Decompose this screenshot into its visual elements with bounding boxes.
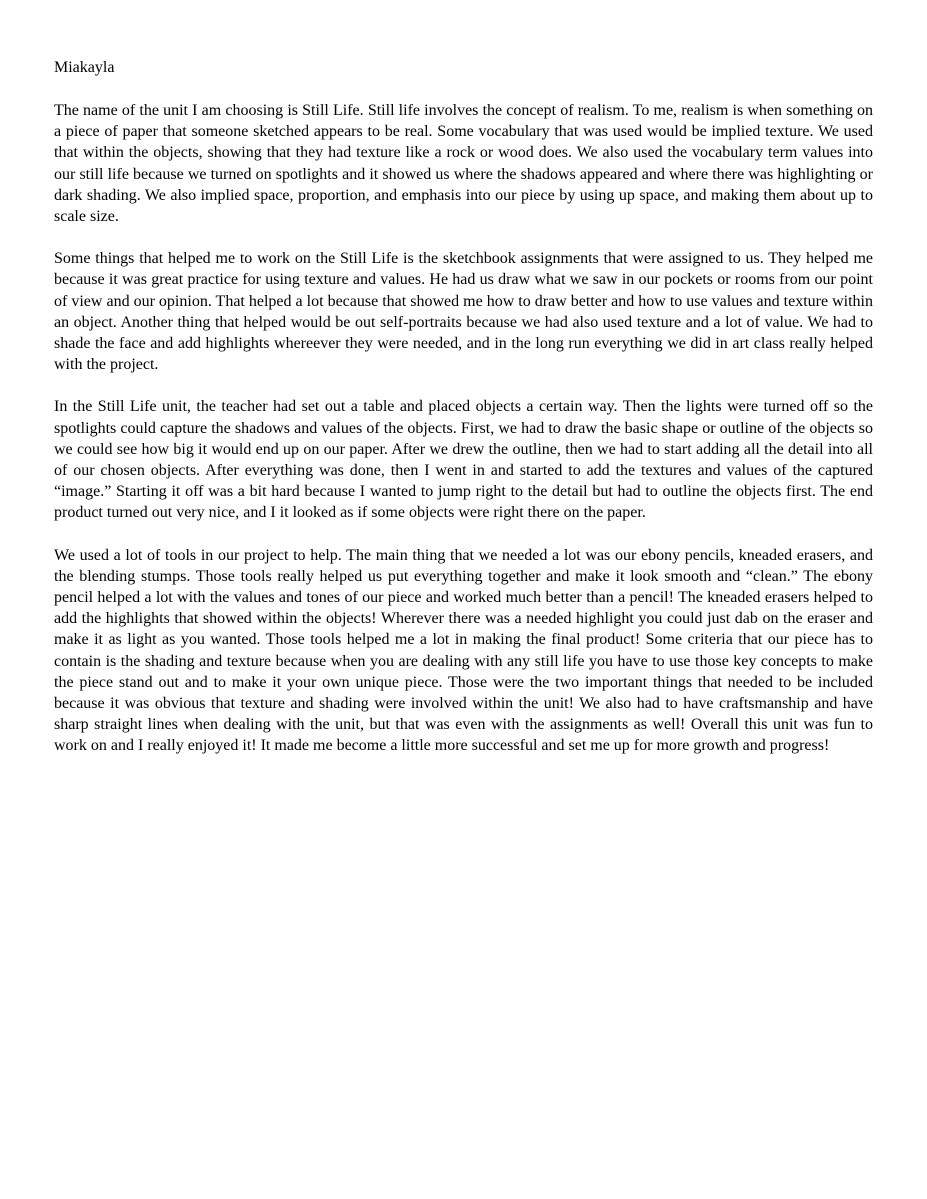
essay-body xyxy=(54,100,873,757)
essay-paragraph: In the Still Life unit, the teacher had set out a table and placed objects a certain way. Then the lights were turned off so the spotlights could capture the shadows and values of the objects. First, we had to draw the basic shape or outline of the objects so we could see how big it would end up on our paper. After we drew the outline, then we had to start adding all the detail into all of our chosen objects. After everything was done, then I went in and started to add the textures and values of the captured “image.” Starting it off was a bit hard because I wanted to jump right to the detail but had to outline the objects first. The end product turned out very nice, and I it looked as if some objects were right there on the paper. xyxy=(54,398,873,522)
essay-paragraph: We used a lot of tools in our project to help. The main thing that we needed a lot was our ebony pencils, kneaded erasers, and the blending stumps. Those tools really helped us put everything together and make it look smooth and “clean.” The ebony pencil helped a lot with the values and tones of our piece and worked much better than a pencil! The kneaded erasers helped to add the highlights that showed within the objects! Wherever there was a needed highlight you could just dab on the eraser and make it as light as you wanted. Those tools helped me a lot in making the final product! Some criteria that our piece has to contain is the shading and texture because when you are dealing with any still life you have to use those key concepts to make the piece stand out and to make it your own unique piece. Those were the two important things that needed to be included because it was obvious that texture and shading were involved within the unit! We also had to have craftsmanship and have sharp straight lines when dealing with the unit, but that was even with the assignments as well! Overall this unit was fun to work on and I really enjoyed it! It made me become a little more successful and set me up for more growth and progress! xyxy=(54,546,873,755)
author-name: Miakayla xyxy=(54,59,115,76)
essay-paragraph: Some things that helped me to work on the Still Life is the sketchbook assignments that were assigned to us. They helped me because it was great practice for using texture and values. He had us draw what we saw in our pockets or rooms from our point of view and our opinion. That helped a lot because that showed me how to draw better and how to use values and texture within an object. Another thing that helped would be out self-portraits because we had also used texture and a lot of value. We had to shade the face and add highlights whereever they were needed, and in the long run everything we did in art class really helped with the project. xyxy=(54,250,873,374)
essay-paragraph: The name of the unit I am choosing is Still Life. Still life involves the concept of realism. To me, realism is when something on a piece of paper that someone sketched appears to be real. Some vocabulary that was used would be implied texture. We used that within the objects, showing that they had texture like a rock or wood does. We also used the vocabulary term values into our still life because we turned on spotlights and it showed us where the shadows appeared and where there was highlighting or dark shading. We also implied space, proportion, and emphasis into our piece by using up space, and making them about up to scale size. xyxy=(54,102,873,226)
